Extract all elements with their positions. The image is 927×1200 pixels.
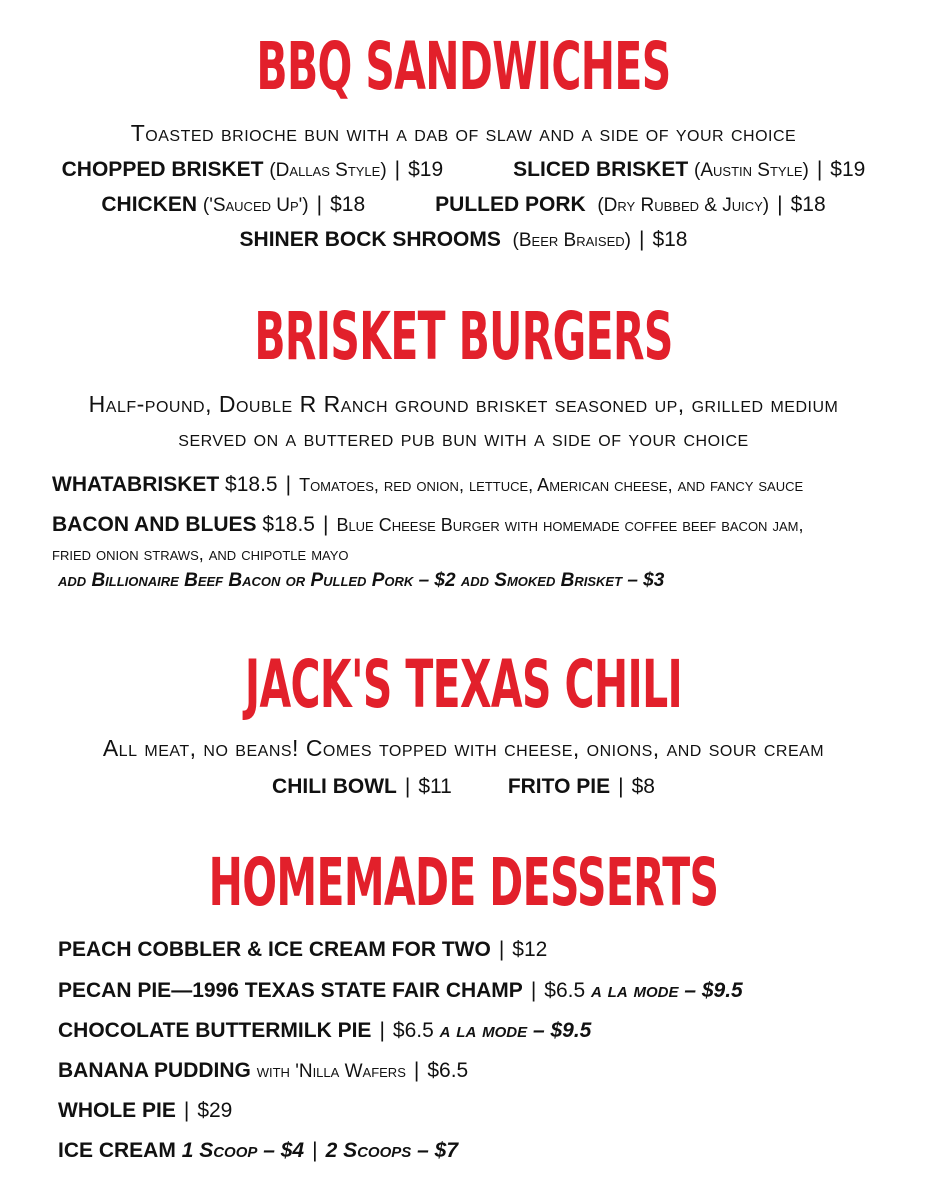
- menu-item-detail: Tomatoes, red onion, lettuce, American cheese, and fancy sauce: [299, 475, 804, 495]
- bbq-description: Toasted brioche bun with a dab of slaw and a side of your choice: [130, 120, 797, 146]
- scoop-option-1-price: – $4: [263, 1139, 305, 1162]
- menu-item-detail: ('Sauced Up'): [202, 195, 309, 216]
- menu-item-price: $18: [330, 193, 366, 216]
- scoop-option-2: 2 Scoops: [325, 1139, 412, 1162]
- scoop-option-2-price: – $7: [417, 1139, 458, 1162]
- menu-item-detail: Blue Cheese Burger with homemade coffee beef bacon jam,: [336, 515, 804, 535]
- menu-item-name: WHOLE PIE: [58, 1099, 176, 1122]
- menu-item-detail: (Dallas Style): [269, 160, 387, 181]
- menu-item-name: BANANA PUDDING: [58, 1059, 251, 1082]
- menu-item-name: CHICKEN: [101, 193, 198, 216]
- dessert-item-whole-pie: WHOLE PIE | $29: [58, 1099, 233, 1122]
- menu-item-detail: (Beer Braised): [512, 230, 631, 251]
- menu-item-name: FRITO PIE: [507, 775, 611, 798]
- burgers-description-line-1: Half-pound, Double R Ranch ground brisket seasoned up, grilled medium: [88, 391, 839, 417]
- menu-item-price: $8: [631, 775, 655, 798]
- addon-label: add Billionaire Beef Bacon or Pulled Pork: [58, 570, 414, 591]
- addon-price: – $3: [627, 570, 665, 591]
- menu-item-name: PECAN PIE—1996 TEXAS STATE FAIR CHAMP: [58, 979, 523, 1002]
- dessert-item-pecan-pie: PECAN PIE—1996 TEXAS STATE FAIR CHAMP | $6.5 a la mode – $9.5: [58, 979, 743, 1002]
- section-title-brisket-burgers: BRISKET BURGERS: [254, 298, 673, 375]
- menu-item-price: $12: [512, 938, 548, 961]
- dessert-item-ice-cream: ICE CREAM 1 Scoop – $4 | 2 Scoops – $7: [58, 1139, 458, 1162]
- section-title-homemade-desserts: HOMEMADE DESSERTS: [208, 844, 719, 921]
- addon-label: add Smoked Brisket: [460, 570, 623, 591]
- burger-item-bacon-and-blues: BACON AND BLUES $18.5 | Blue Cheese Burger with homemade coffee beef bacon jam,: [52, 513, 804, 536]
- menu-item-price: $29: [197, 1099, 233, 1122]
- menu-item-name: PULLED PORK: [435, 193, 586, 216]
- menu-item-name: PEACH COBBLER & ICE CREAM FOR TWO: [58, 938, 491, 961]
- burger-addons: [58, 568, 664, 594]
- burger-item-whatabrisket: WHATABRISKET $18.5 | Tomatoes, red onion, lettuce, American cheese, and fancy sauce: [52, 473, 804, 496]
- menu-item-price: $6.5: [427, 1059, 469, 1082]
- section-title-bbq-sandwiches: BBQ SANDWICHES: [256, 28, 671, 105]
- bbq-row-3: SHINER BOCK SHROOMS (Beer Braised) | $18: [239, 228, 688, 251]
- menu-item-extra-price: – $9.5: [684, 979, 743, 1002]
- menu-item-price: $19: [830, 158, 866, 181]
- burgers-description-line-2: served on a buttered pub bun with a side of your choice: [178, 425, 749, 451]
- menu-item-name: SLICED BRISKET: [513, 158, 689, 181]
- menu-item-price: $6.5: [392, 1019, 434, 1042]
- bbq-row-2: CHICKEN ('Sauced Up') | $18 PULLED PORK (Dry Rubbed & Juicy) | $18: [101, 193, 826, 216]
- menu-item-price: $18.5: [262, 513, 315, 536]
- menu-item-name: WHATABRISKET: [52, 473, 220, 496]
- menu-item-name: SHINER BOCK SHROOMS: [239, 228, 501, 251]
- menu-item-price: $18.5: [225, 473, 278, 496]
- menu-item-detail: (Austin Style): [694, 160, 809, 181]
- bbq-row-1: CHOPPED BRISKET (Dallas Style) | $19 SLICED BRISKET (Austin Style) | $19: [61, 158, 866, 181]
- menu-item-detail: (Dry Rubbed & Juicy): [597, 195, 770, 216]
- menu-item-extra: a la mode: [439, 1019, 528, 1042]
- burger-item-detail-continued: fried onion straws, and chipotle mayo: [52, 544, 349, 564]
- chili-items-row: CHILI BOWL | $11 FRITO PIE | $8: [272, 775, 655, 798]
- menu-item-name: CHILI BOWL: [272, 775, 397, 798]
- section-title-texas-chili: JACK'S TEXAS CHILI: [244, 646, 683, 723]
- menu-item-name: BACON AND BLUES: [52, 513, 257, 536]
- menu-item-price: $19: [408, 158, 444, 181]
- dessert-item-banana-pudding: BANANA PUDDING with 'Nilla Wafers | $6.5: [58, 1059, 469, 1082]
- menu-item-name: CHOPPED BRISKET: [61, 158, 264, 181]
- menu-item-price: $18: [790, 193, 826, 216]
- chili-description: All meat, no beans! Comes topped with cheese, onions, and sour cream: [102, 735, 825, 761]
- menu-item-price: $6.5: [544, 979, 586, 1002]
- menu-item-extra-price: – $9.5: [532, 1019, 592, 1042]
- menu-item-name: CHOCOLATE BUTTERMILK PIE: [58, 1019, 372, 1042]
- menu-item-extra: a la mode: [591, 979, 679, 1002]
- addon-price: – $2: [418, 570, 456, 591]
- menu-item-price: $11: [418, 775, 452, 798]
- dessert-item-peach-cobbler: PEACH COBBLER & ICE CREAM FOR TWO | $12: [58, 938, 548, 961]
- menu-item-name-rest: with 'Nilla Wafers: [256, 1061, 406, 1082]
- scoop-option-1: 1 Scoop: [181, 1139, 258, 1162]
- dessert-item-chocolate-buttermilk-pie: CHOCOLATE BUTTERMILK PIE | $6.5 a la mode – $9.5: [58, 1019, 592, 1042]
- menu-item-name: ICE CREAM: [58, 1139, 176, 1162]
- menu-item-price: $18: [652, 228, 688, 251]
